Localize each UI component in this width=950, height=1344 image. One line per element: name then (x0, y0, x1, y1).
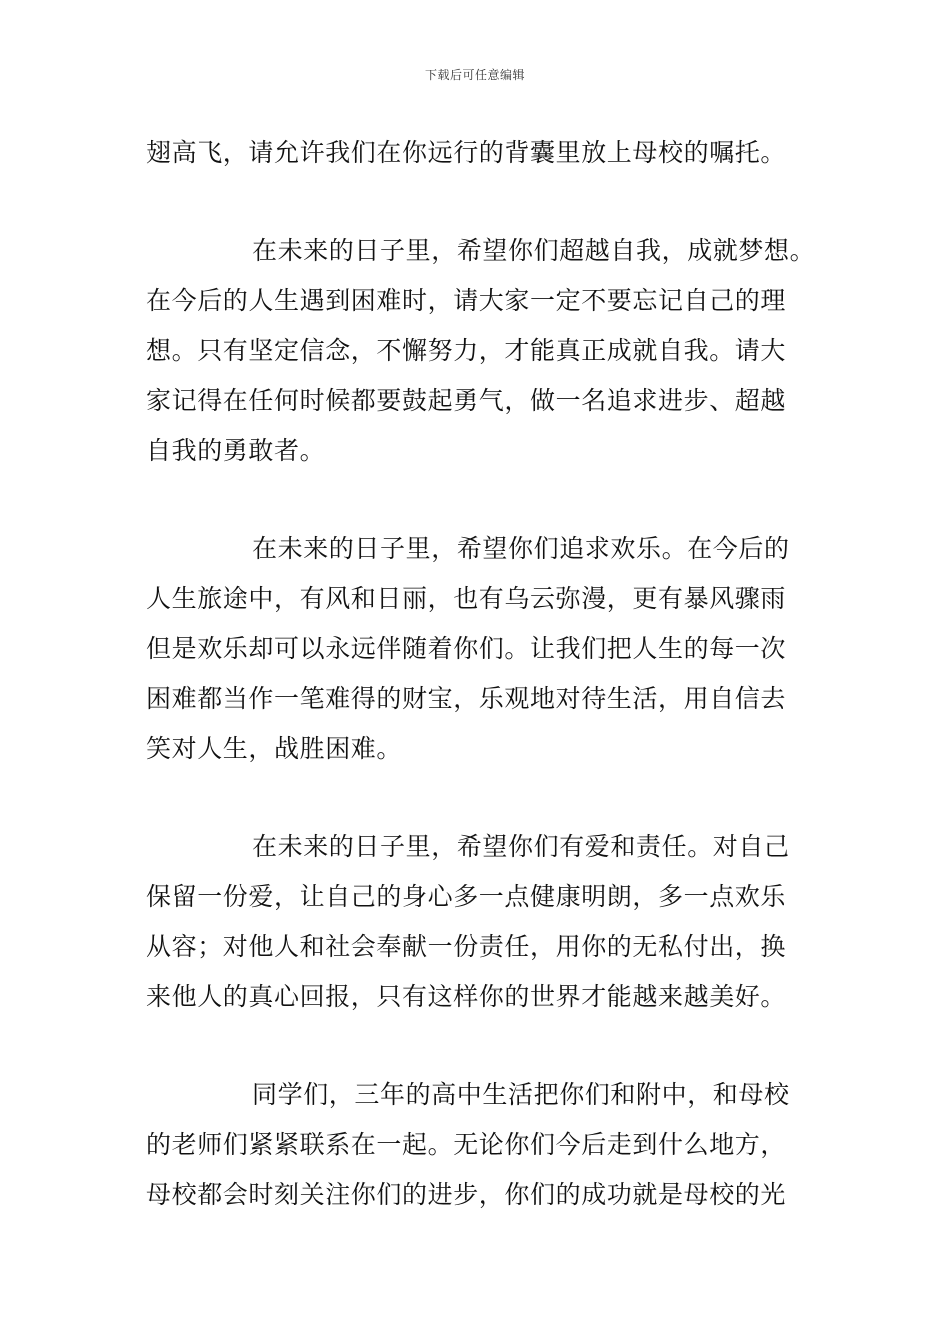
page-header: 下载后可任意编辑 (424, 68, 525, 82)
text-line: 在未来的日子里，希望你们有爱和责任。对自己 (252, 832, 790, 861)
text-line: 从容；对他人和社会奉献一份责任，用你的无私付出，换 (146, 932, 787, 961)
paragraph-self-transcendence (146, 226, 822, 476)
text-line: 在未来的日子里，希望你们追求欢乐。在今后的 (252, 534, 790, 563)
text-line: 在未来的日子里，希望你们超越自我，成就梦想。 (252, 236, 816, 265)
text-line: 的老师们紧紧联系在一起。无论你们今后走到什么地方， (146, 1130, 787, 1159)
paragraph-continuation (146, 128, 822, 178)
text-line: 保留一份爱，让自己的身心多一点健康明朗，多一点欢乐 (146, 882, 787, 911)
paragraph-pursue-joy (146, 524, 822, 774)
text-line: 同学们，三年的高中生活把你们和附中，和母校 (252, 1080, 790, 1109)
text-line: 母校都会时刻关注你们的进步，你们的成功就是母校的光 (146, 1180, 787, 1209)
text-line: 在今后的人生遇到困难时，请大家一定不要忘记自己的理 (146, 286, 787, 315)
text-line: 来他人的真心回报，只有这样你的世界才能越来越美好。 (146, 982, 787, 1011)
text-line: 家记得在任何时候都要鼓起勇气，做一名追求进步、超越 (146, 386, 787, 415)
text-line: 笑对人生，战胜困难。 (146, 734, 403, 763)
document-body (146, 128, 822, 1220)
text-line: 想。只有坚定信念，不懈努力，才能真正成就自我。请大 (146, 336, 787, 365)
text-line: 自我的勇敢者。 (146, 436, 326, 465)
text-line: 翅高飞，请允许我们在你远行的背囊里放上母校的嘱托。 (146, 138, 787, 167)
paragraph-classmates (146, 1070, 822, 1220)
paragraph-love-responsibility (146, 822, 822, 1022)
text-line: 人生旅途中，有风和日丽，也有乌云弥漫，更有暴风骤雨 (146, 584, 787, 613)
text-line: 困难都当作一笔难得的财宝，乐观地对待生活，用自信去 (146, 684, 787, 713)
text-line: 但是欢乐却可以永远伴随着你们。让我们把人生的每一次 (146, 634, 787, 663)
